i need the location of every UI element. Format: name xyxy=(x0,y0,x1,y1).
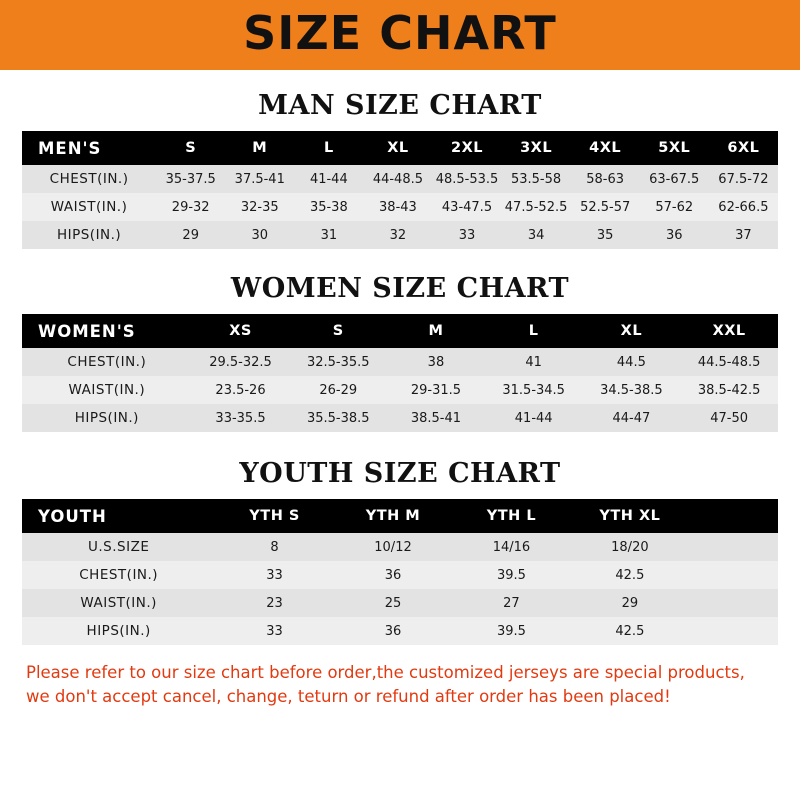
table-cell: 29-32 xyxy=(171,199,210,215)
table-row xyxy=(22,193,778,221)
table-cell-spacer xyxy=(689,533,778,561)
women-row-label: CHEST(IN.) xyxy=(67,354,147,370)
table-cell: 44.5-48.5 xyxy=(697,354,761,370)
table-cell: 47.5-52.5 xyxy=(504,199,568,215)
table-cell-spacer xyxy=(689,589,778,617)
table-cell: 26-29 xyxy=(319,382,358,398)
youth-row-label: HIPS(IN.) xyxy=(86,623,151,639)
table-cell: 53.5-58 xyxy=(510,171,562,187)
men-col-header: 4XL xyxy=(589,140,622,156)
table-cell: 57-62 xyxy=(655,199,694,215)
table-cell: 41 xyxy=(525,354,542,370)
table-cell: 35-37.5 xyxy=(165,171,216,187)
table-cell: 32-35 xyxy=(240,199,279,215)
table-row xyxy=(22,221,778,249)
youth-col-header: YTH M xyxy=(365,508,421,524)
youth-col-header: YTH S xyxy=(249,508,300,524)
table-cell: 32.5-35.5 xyxy=(306,354,370,370)
youth-row-label-header: YOUTH xyxy=(38,506,107,526)
table-cell: 39.5 xyxy=(496,567,526,583)
page-banner xyxy=(0,0,800,70)
table-cell: 41-44 xyxy=(309,171,348,187)
table-cell: 29.5-32.5 xyxy=(209,354,272,370)
women-col-header: S xyxy=(332,323,344,339)
men-col-header: 5XL xyxy=(658,140,691,156)
table-cell: 42.5 xyxy=(615,567,645,583)
table-cell: 52.5-57 xyxy=(580,199,631,215)
table-cell: 58-63 xyxy=(586,171,625,187)
table-header-row xyxy=(22,131,778,165)
table-cell: 43-47.5 xyxy=(441,199,493,215)
page-title: SIZE CHART xyxy=(243,6,557,60)
order-policy-note-line2: we don't accept cancel, change, teturn or refund after order has been placed! xyxy=(26,686,671,706)
men-col-header: 3XL xyxy=(520,140,553,156)
women-col-header: M xyxy=(428,323,444,339)
table-cell: 33 xyxy=(458,227,476,243)
youth-row-label: CHEST(IN.) xyxy=(79,567,159,583)
table-cell: 35 xyxy=(596,227,614,243)
table-cell: 29-31.5 xyxy=(410,382,462,398)
table-cell: 38.5-41 xyxy=(410,410,462,426)
table-row xyxy=(22,348,778,376)
men-col-header: 6XL xyxy=(727,140,760,156)
women-col-header: L xyxy=(528,323,539,339)
table-cell: 31 xyxy=(320,227,338,243)
table-cell: 36 xyxy=(665,227,683,243)
table-cell: 63-67.5 xyxy=(649,171,700,187)
table-cell: 25 xyxy=(384,595,402,611)
women-col-header: XL xyxy=(620,323,643,339)
table-cell: 36 xyxy=(384,567,402,583)
table-cell: 37.5-41 xyxy=(234,171,285,187)
table-cell: 34 xyxy=(527,227,545,243)
table-cell: 31.5-34.5 xyxy=(502,382,565,398)
table-cell: 38-43 xyxy=(379,199,417,215)
table-row xyxy=(22,561,778,589)
women-size-table xyxy=(22,314,778,432)
table-cell: 38 xyxy=(427,354,445,370)
table-row xyxy=(22,404,778,432)
table-cell: 32 xyxy=(389,227,407,243)
section-title-youth: YOUTH SIZE CHART xyxy=(239,458,561,489)
table-cell: 62-66.5 xyxy=(718,199,769,215)
table-cell-spacer xyxy=(689,561,778,589)
section-title-women: WOMEN SIZE CHART xyxy=(230,273,570,304)
women-row-label: WAIST(IN.) xyxy=(68,382,146,398)
men-size-table xyxy=(22,131,778,249)
table-cell: 18/20 xyxy=(611,539,649,555)
men-col-header: S xyxy=(185,140,197,156)
table-cell: 33-35.5 xyxy=(215,410,266,426)
women-row-label-header: WOMEN'S xyxy=(38,321,136,341)
youth-table-body xyxy=(22,533,778,645)
youth-row-label: WAIST(IN.) xyxy=(80,595,157,611)
order-policy-note-line1: Please refer to our size chart before order,the customized jerseys are special products, xyxy=(26,663,745,682)
table-cell: 35-38 xyxy=(309,199,348,215)
table-cell: 8 xyxy=(270,539,279,555)
table-cell: 42.5 xyxy=(615,623,645,639)
table-cell: 48.5-53.5 xyxy=(435,171,499,187)
women-table-body xyxy=(22,348,778,432)
chart-content xyxy=(0,90,800,709)
table-cell: 36 xyxy=(384,623,402,639)
table-cell: 37 xyxy=(735,227,752,243)
youth-col-header-spacer xyxy=(689,499,778,533)
table-row xyxy=(22,533,778,561)
table-cell: 47-50 xyxy=(710,410,749,426)
table-cell: 14/16 xyxy=(492,539,531,555)
table-header-row xyxy=(22,499,778,533)
youth-col-header: YTH L xyxy=(486,508,537,524)
table-cell: 44-47 xyxy=(612,410,651,426)
table-cell: 44-48.5 xyxy=(372,171,424,187)
order-policy-note xyxy=(22,661,778,709)
table-cell: 10/12 xyxy=(374,539,412,555)
women-table-header xyxy=(22,314,778,348)
youth-table-header xyxy=(22,499,778,533)
table-cell: 67.5-72 xyxy=(718,171,769,187)
women-col-header: XXL xyxy=(712,323,746,339)
youth-row-label: U.S.SIZE xyxy=(87,539,150,555)
section-title-men: MAN SIZE CHART xyxy=(258,90,542,121)
table-cell: 29 xyxy=(182,227,199,243)
table-cell: 30 xyxy=(251,227,269,243)
table-cell: 27 xyxy=(503,595,520,611)
men-row-label: CHEST(IN.) xyxy=(49,171,129,187)
men-col-header: M xyxy=(252,140,268,156)
table-row xyxy=(22,617,778,645)
table-row xyxy=(22,165,778,193)
table-cell: 33 xyxy=(266,567,283,583)
men-row-label: WAIST(IN.) xyxy=(50,199,128,215)
men-row-label-header: MEN'S xyxy=(38,138,102,158)
table-cell: 34.5-38.5 xyxy=(600,382,663,398)
men-row-label: HIPS(IN.) xyxy=(56,227,122,243)
men-table-header xyxy=(22,131,778,165)
table-cell: 38.5-42.5 xyxy=(697,382,761,398)
table-cell: 44.5 xyxy=(616,354,646,370)
youth-size-table xyxy=(22,499,778,645)
women-row-label: HIPS(IN.) xyxy=(74,410,139,426)
women-col-header: XS xyxy=(229,323,252,339)
table-cell: 35.5-38.5 xyxy=(306,410,370,426)
table-cell: 33 xyxy=(266,623,283,639)
table-row xyxy=(22,589,778,617)
table-cell: 23.5-26 xyxy=(215,382,266,398)
table-cell: 29 xyxy=(621,595,639,611)
table-row xyxy=(22,376,778,404)
men-table-body xyxy=(22,165,778,249)
men-col-header: XL xyxy=(387,140,409,156)
table-cell: 41-44 xyxy=(514,410,553,426)
youth-col-header: YTH XL xyxy=(599,508,661,524)
men-col-header: 2XL xyxy=(451,140,484,156)
table-cell: 23 xyxy=(266,595,283,611)
table-cell: 39.5 xyxy=(496,623,526,639)
men-col-header: L xyxy=(323,140,334,156)
table-cell-spacer xyxy=(689,617,778,645)
table-header-row xyxy=(22,314,778,348)
